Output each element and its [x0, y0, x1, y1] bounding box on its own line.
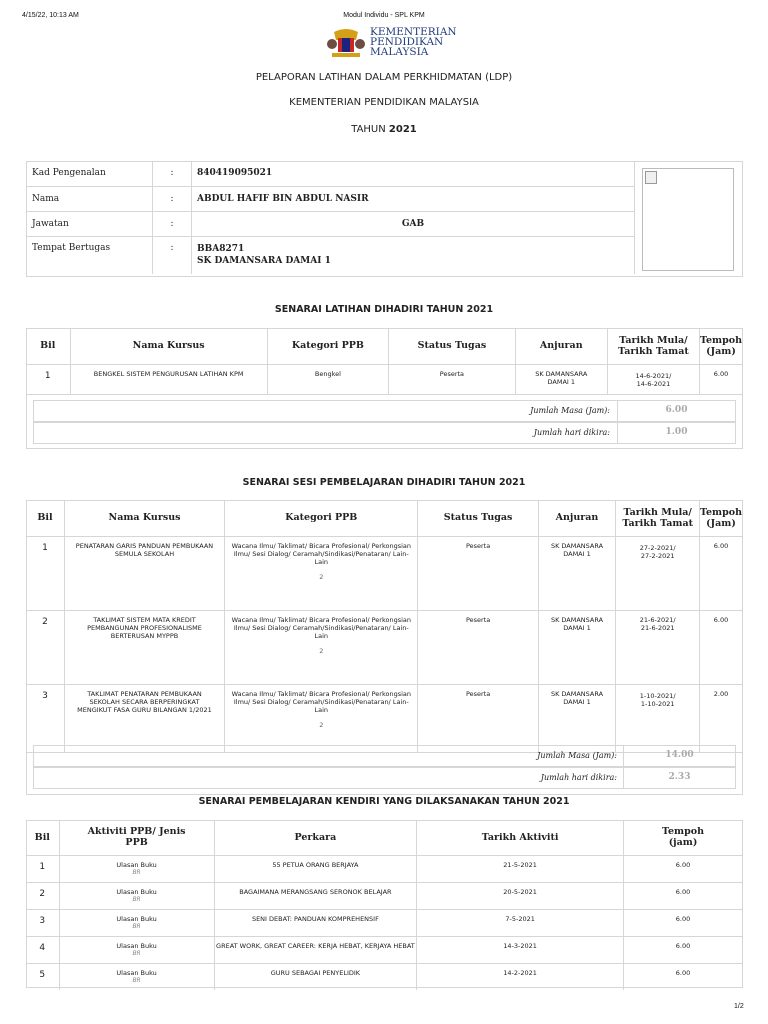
row-dates: 21-6-2021/ 21-6-2021	[616, 610, 700, 684]
row-topic: 55 PETUA ORANG BERJAYA	[214, 855, 417, 882]
col-organizer: Anjuran	[538, 500, 616, 536]
row-status: Peserta	[418, 536, 538, 610]
col-topic: Perkara	[214, 820, 417, 855]
row-topic: GURU SEBAGAI PENYELIDIK	[214, 963, 417, 990]
name-separator: :	[153, 186, 192, 211]
row-duration: 6.00	[624, 963, 742, 990]
print-datetime: 4/15/22, 10:13 AM	[22, 12, 79, 19]
row-organizer: SK DAMANSARA DAMAI 1	[538, 536, 616, 610]
training-total-hours-row	[33, 400, 736, 422]
table-row	[26, 936, 742, 963]
row-category: Wacana Ilmu/ Taklimat/ Bicara Profesional/ Perkongsian Ilmu/ Sesi Dialog/ Ceramah/Sindikasi/Penataran/ Lain-Lain 2	[225, 610, 418, 684]
row-category: Wacana Ilmu/ Taklimat/ Bicara Profesional/ Perkongsian Ilmu/ Sesi Dialog/ Ceramah/Sindikasi/Penataran/ Lain-Lain 2	[225, 684, 418, 752]
ic-value: 840419095021	[192, 161, 635, 186]
col-course: Nama Kursus	[64, 500, 224, 536]
row-bil: 4	[26, 936, 59, 963]
row-bil: 3	[26, 909, 59, 936]
row-activity: Ulasan Buku BR	[59, 936, 214, 963]
table-row	[26, 364, 742, 394]
row-bil: 5	[26, 963, 59, 990]
position-label: Jawatan	[26, 211, 153, 236]
profile-photo	[642, 168, 734, 271]
total-days-label: Jumlah hari dikira:	[540, 773, 617, 782]
col-category: Kategori PPB	[267, 328, 388, 364]
table-row	[26, 536, 742, 610]
training-total-days-row	[33, 422, 736, 444]
row-status: Peserta	[418, 610, 538, 684]
row-dates: 14-6-2021/ 14-6-2021	[607, 364, 699, 394]
row-duration: 6.00	[624, 936, 742, 963]
row-bil: 3	[26, 684, 64, 752]
col-duration: Tempoh (jam)	[624, 820, 742, 855]
self-learning-section-title: SENARAI PEMBELAJARAN KENDIRI YANG DILAKSANAKAN TAHUN 2021	[198, 796, 570, 807]
row-bil: 1	[26, 536, 64, 610]
row-activity: Ulasan Buku BR	[59, 963, 214, 990]
profile-table	[26, 161, 635, 274]
total-days-value: 2.33	[668, 772, 691, 782]
col-bil: Bil	[26, 328, 70, 364]
sessions-total-hours-row	[33, 745, 736, 767]
broken-image-icon	[645, 171, 657, 184]
col-course: Nama Kursus	[70, 328, 267, 364]
table-row	[26, 855, 742, 882]
col-date: Tarikh Aktiviti	[417, 820, 624, 855]
row-status: Peserta	[418, 684, 538, 752]
col-bil: Bil	[26, 500, 64, 536]
row-course: BENGKEL SISTEM PENGURUSAN LATIHAN KPM	[70, 364, 267, 394]
table-row	[26, 909, 742, 936]
row-duration: 6.00	[624, 909, 742, 936]
col-activity: Aktiviti PPB/ Jenis PPB	[59, 820, 214, 855]
total-days-label: Jumlah hari dikira:	[533, 428, 610, 437]
self-learning-table	[26, 820, 742, 990]
workplace-value: BBA8271 SK DAMANSARA DAMAI 1	[192, 236, 635, 274]
coat-of-arms-logo	[326, 26, 366, 60]
name-value: ABDUL HAFIF BIN ABDUL NASIR	[192, 186, 635, 211]
report-title: PELAPORAN LATIHAN DALAM PERKHIDMATAN (LDP)	[255, 72, 513, 83]
row-bil: 1	[26, 855, 59, 882]
row-duration: 6.00	[700, 536, 742, 610]
row-activity: Ulasan Buku BR	[59, 882, 214, 909]
row-date: 20-5-2021	[417, 882, 624, 909]
row-duration: 6.00	[700, 364, 742, 394]
table-row	[26, 610, 742, 684]
sessions-table	[26, 500, 742, 753]
table-row	[26, 882, 742, 909]
row-date: 7-5-2021	[417, 909, 624, 936]
row-date: 14-2-2021	[417, 963, 624, 990]
training-table	[26, 328, 742, 395]
print-page-title: Modul Individu - SPL KPM	[343, 12, 425, 19]
row-status: Peserta	[389, 364, 516, 394]
row-dates: 1-10-2021/ 1-10-2021	[616, 684, 700, 752]
ic-separator: :	[153, 161, 192, 186]
total-hours-label: Jumlah Masa (Jam):	[530, 406, 610, 415]
name-label: Nama	[26, 186, 153, 211]
total-hours-value: 14.00	[665, 750, 694, 760]
row-duration: 6.00	[624, 855, 742, 882]
row-bil: 2	[26, 610, 64, 684]
row-topic: SENI DEBAT: PANDUAN KOMPREHENSIF	[214, 909, 417, 936]
page-number: 1/2	[734, 1003, 744, 1010]
report-ministry: KEMENTERIAN PENDIDIKAN MALAYSIA	[289, 97, 479, 108]
row-category: Bengkel	[267, 364, 388, 394]
row-topic: GREAT WORK, GREAT CAREER: KERJA HEBAT, KERJAYA HEBAT	[214, 936, 417, 963]
row-bil: 1	[26, 364, 70, 394]
report-year: TAHUN 2021	[351, 124, 417, 135]
col-category: Kategori PPB	[225, 500, 418, 536]
ic-label: Kad Pengenalan	[26, 161, 153, 186]
training-section-title: SENARAI LATIHAN DIHADIRI TAHUN 2021	[274, 304, 494, 315]
workplace-separator: :	[153, 236, 192, 274]
table-row	[26, 684, 742, 752]
position-value: GAB	[192, 211, 635, 236]
col-status: Status Tugas	[389, 328, 516, 364]
row-course: PENATARAN GARIS PANDUAN PEMBUKAAN SEMULA SEKOLAH	[64, 536, 224, 610]
row-course: TAKLIMAT PENATARAN PEMBUKAAN SEKOLAH SECARA BERPERINGKAT MENGIKUT FASA GURU BILANGAN 1/2021	[64, 684, 224, 752]
total-hours-label: Jumlah Masa (Jam):	[537, 751, 617, 760]
row-bil: 2	[26, 882, 59, 909]
row-dates: 27-2-2021/ 27-2-2021	[616, 536, 700, 610]
row-organizer: SK DAMANSARA DAMAI 1	[538, 610, 616, 684]
total-days-value: 1.00	[665, 427, 688, 437]
row-organizer: SK DAMANSARA DAMAI 1	[538, 684, 616, 752]
row-activity: Ulasan Buku BR	[59, 909, 214, 936]
row-duration: 6.00	[624, 882, 742, 909]
sessions-section-title: SENARAI SESI PEMBELAJARAN DIHADIRI TAHUN 2021	[242, 477, 526, 488]
row-topic: BAGAIMANA MERANGSANG SERONOK BELAJAR	[214, 882, 417, 909]
col-status: Status Tugas	[418, 500, 538, 536]
row-duration: 6.00	[700, 610, 742, 684]
total-hours-value: 6.00	[665, 405, 688, 415]
position-separator: :	[153, 211, 192, 236]
col-duration: Tempoh (Jam)	[700, 500, 742, 536]
sessions-total-days-row	[33, 767, 736, 789]
row-course: TAKLIMAT SISTEM MATA KREDIT PEMBANGUNAN PROFESIONALISME BERTERUSAN MYPPB	[64, 610, 224, 684]
table-row	[26, 963, 742, 990]
row-date: 14-3-2021	[417, 936, 624, 963]
col-dates: Tarikh Mula/ Tarikh Tamat	[616, 500, 700, 536]
row-date: 21-5-2021	[417, 855, 624, 882]
row-duration: 2.00	[700, 684, 742, 752]
col-dates: Tarikh Mula/ Tarikh Tamat	[607, 328, 699, 364]
ministry-logo-text: KEMENTERIAN PENDIDIKAN MALAYSIA	[370, 26, 457, 58]
row-organizer: SK DAMANSARA DAMAI 1	[515, 364, 607, 394]
col-bil: Bil	[26, 820, 59, 855]
col-duration: Tempoh (Jam)	[700, 328, 742, 364]
col-organizer: Anjuran	[515, 328, 607, 364]
workplace-label: Tempat Bertugas	[26, 236, 153, 274]
row-activity: Ulasan Buku BR	[59, 855, 214, 882]
row-category: Wacana Ilmu/ Taklimat/ Bicara Profesional/ Perkongsian Ilmu/ Sesi Dialog/ Ceramah/Sindikasi/Penataran/ Lain-Lain 2	[225, 536, 418, 610]
